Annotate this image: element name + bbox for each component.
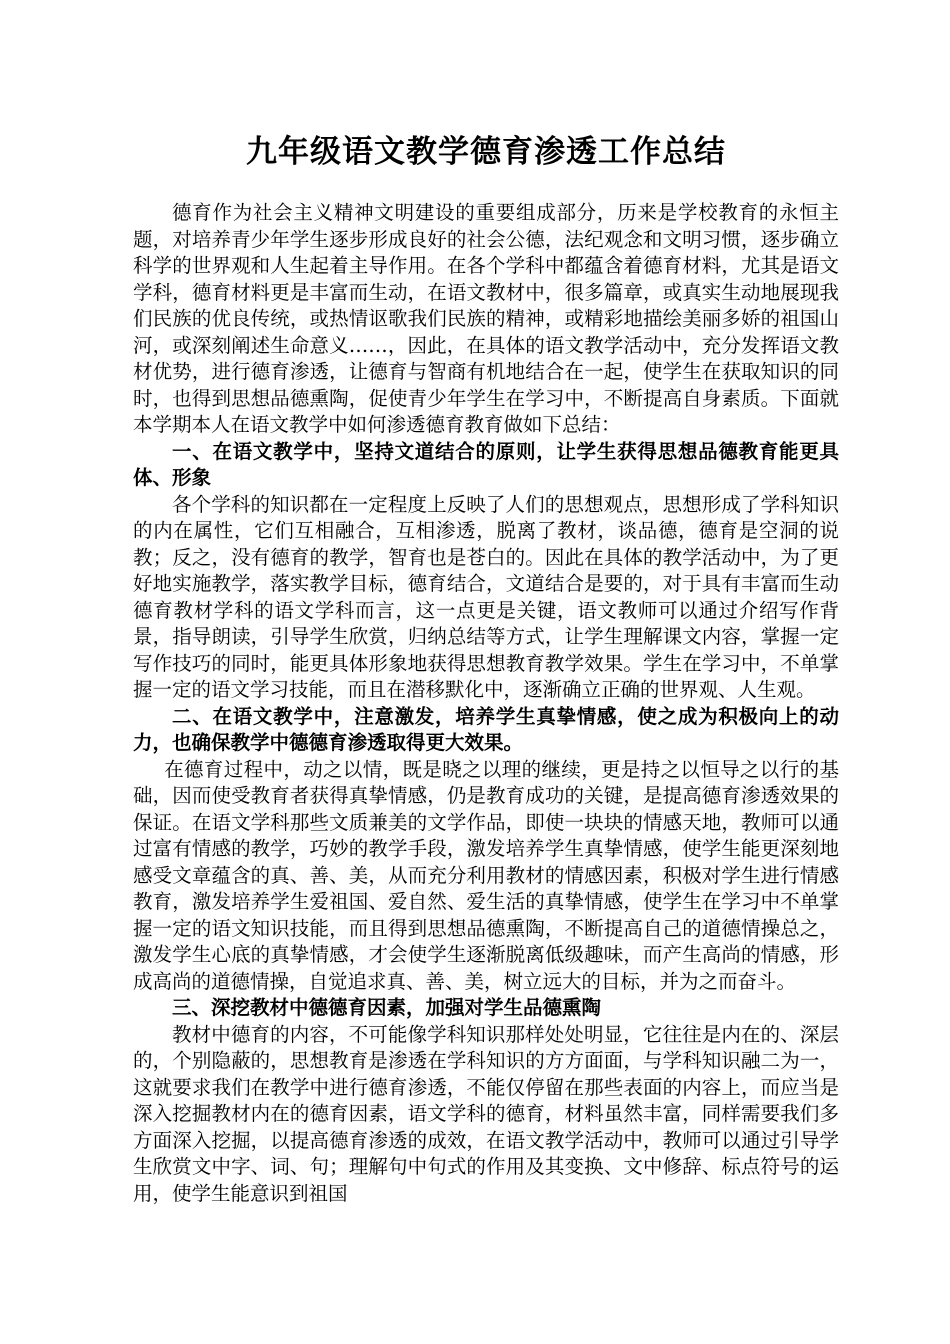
document-body: [133, 200, 839, 1207]
section-heading-3: 三、深挖教材中德德育因素，加强对学生品德熏陶: [172, 996, 602, 1019]
intro-paragraph: 德育作为社会主义精神文明建设的重要组成部分，历来是学校教育的永恒主题，对培养青少年学生逐步形成良好的社会公德，法纪观念和文明习惯，逐步确立科学的世界观和人生起着主导作用。在各个学科中都蕴含着德育材料，尤其是语文学科，德育材料更是丰富而生动，在语文教材中，很多篇章，或真实生动地展现我们民族的优良传统，或热情讴歌我们民族的精神，或精彩地描绘美丽多娇的祖国山河，或深刻阐述生命意义……，因此，在具体的语文教学活动中，充分发挥语文教材优势，进行德育渗透，让德育与智商有机地结合在一起，使学生在获取知识的同时，也得到思想品德熏陶，促使青少年学生在学习中，不断提高自身素质。下面就本学期本人在语文教学中如何渗透德育教育做如下总结：: [133, 201, 839, 436]
document-page: [133, 126, 839, 1207]
page-title: 九年级语文教学德育渗透工作总结: [246, 134, 726, 170]
section-body-2: 在德育过程中，动之以情，既是晓之以理的继续，更是持之以恒导之以行的基础，因而使受教育者获得真挚情感，仍是教育成功的关键，是提高德育渗透效果的保证。在语文学科那些文质兼美的文学作品，即使一块块的情感天地，教师可以通过富有情感的教学，巧妙的教学手段，激发培养学生真挚情感，使学生能更深刻地感受文章蕴含的真、善、美，从而充分利用教材的情感因素，积极对学生进行情感教育，激发培养学生爱祖国、爱自然、爱生活的真挚情感，使学生在学习中不单掌握一定的语文知识技能，而且得到思想品德熏陶，不断提高自己的道德情操总之，激发学生心底的真挚情感，才会使学生逐渐脱离低级趣味，而产生高尚的情感，形成高尚的道德情操，自觉追求真、善、美，树立远大的目标，并为之而奋斗。: [133, 757, 839, 993]
section-heading-1: 一、在语文教学中，坚持文道结合的原则，让学生获得思想品德教育能更具体、形象: [133, 439, 839, 489]
section-heading-2: 二、在语文教学中，注意激发，培养学生真挚情感，使之成为积极向上的动力，也确保教学中德德育渗透取得更大效果。: [133, 704, 839, 754]
section-body-1: 各个学科的知识都在一定程度上反映了人们的思想观点，思想形成了学科知识的内在属性，它们互相融合，互相渗透，脱离了教材，谈品德，德育是空洞的说教；反之，没有德育的教学，智育也是苍白的。因此在具体的教学活动中，为了更好地实施教学，落实教学目标，德育结合，文道结合是要的，对于具有丰富而生动德育教材学科的语文学科而言，这一点更是关键，语文教师可以通过介绍写作背景，指导朗读，引导学生欣赏，归纳总结等方式，让学生理解课文内容，掌握一定写作技巧的同时，能更具体形象地获得思想教育教学效果。学生在学习中，不单掌握一定的语文学习技能，而且在潜移默化中，逐渐确立正确的世界观、人生观。: [133, 492, 839, 701]
section-body-3: 教材中德育的内容，不可能像学科知识那样处处明显，它往往是内在的、深层的，个别隐蔽的，思想教育是渗透在学科知识的方方面面，与学科知识融二为一，这就要求我们在教学中进行德育渗透，不能仅停留在那些表面的内容上，而应当是深入挖掘教材内在的德育因素，语文学科的德育，材料虽然丰富，同样需要我们多方面深入挖掘，以提高德育渗透的成效，在语文教学活动中，教师可以通过引导学生欣赏文中字、词、句；理解句中句式的作用及其变换、文中修辞、标点符号的运用，使学生能意识到祖国: [133, 1022, 839, 1205]
